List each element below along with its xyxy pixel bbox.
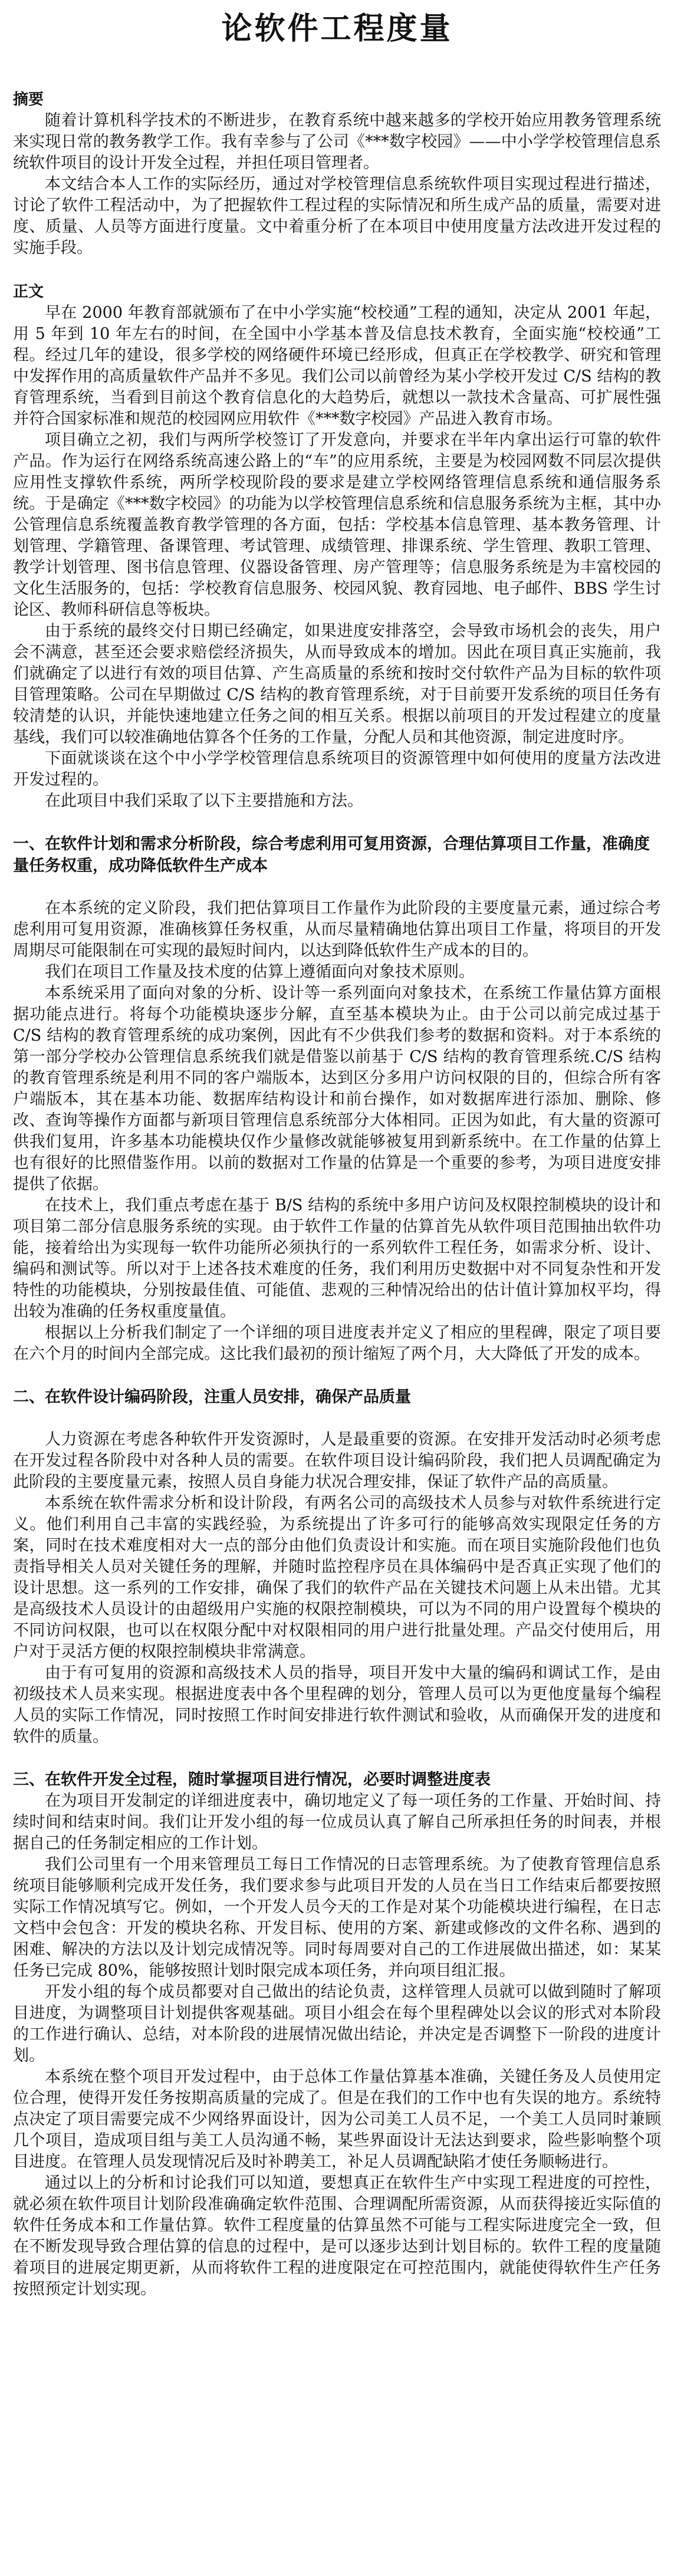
body-paragraph: 下面就谈谈在这个中小学学校管理信息系统项目的资源管理中如何使用的度量方法改进开发过程的。 [13,749,661,789]
section-paragraph: 通过以上的分析和讨论我们可以知道，要想真正在软件生产中实现工程进度的可控性，就必须在软件项目计划阶段准确确定软件范围、合理调配所需资源，从而获得接近实际值的软件任务成本和工作量估算。软件工程度量的估算虽然不可能与工程实际进度完全一致，但在不断发现导致合理估算的信息的过程中，是可以逐步达到计划目标的。软件工程的度量随着项目的进展定期更新，从而将软件工程的进度限定在可控范围内，就能使得软件生产任务按照预定计划实现。 [13,2174,661,2298]
section-paragraph: 人力资源在考虑各种软件开发资源时，人是最重要的资源。在安排开发活动时必须考虑在开发过程各阶段中对各种人员的需要。在软件项目设计编码阶段，我们把人员调配确定为此阶段的主要度量元素，按照人员自身能力状况合理安排，保证了软件产品的高质量。 [13,1430,661,1491]
document-title: 论软件工程度量 [221,11,453,47]
abstract-label: 摘要 [13,91,44,108]
section-one [13,833,661,1365]
section-heading: 三、在软件开发全过程，随时掌握项目进行情况，必要时调整进度表 [13,1771,491,1789]
section-paragraph: 本系统在整个项目开发过程中，由于总体工作量估算基本准确，关键任务及人员使用定位合理，使得开发任务按期高质量的完成了。但是在我们的工作中也有失误的地方。系统特点决定了项目需要完成不少网络界面设计，因为公司美工人员不足，一个美工人员同时兼顾几个项目，造成项目组与美工人员沟通不畅，某些界面设计无法达到要求，险些影响整个项目进度。在管理人员发现情况后及时补聘美工，补足人员调配缺陷才使任务顺畅进行。 [13,2068,661,2171]
section-paragraph: 根据以上分析我们制定了一个详细的项目进度表并定义了相应的里程碑，限定了项目要在六个月的时间内全部完成。这比我们最初的预计缩短了两个月，大大降低了开发的成本。 [13,1324,661,1363]
section-paragraph: 本系统在软件需求分析和设计阶段，有两名公司的高级技术人员参与对软件系统进行定义。他们利用自己丰富的实践经验，为系统提出了许多可行的能够高效实现限定任务的方案，同时在技术难度相对大一点的部分由他们负责设计和实施。而在项目实施阶段他们也负责指导相关人员对关键任务的理解，并随时监控程序员在具体编码中是否真正实现了他们的设计思想。这一系列的工作安排，确保了我们的软件产品在关键技术问题上从未出错。尤其是高级技术人员设计的由超级用户实施的权限控制模块，可以为不同的用户设置每个模块的不同访问权限，也可以在权限分配中对权限相同的用户进行批量处理。产品交付使用后，用户对于灵活方便的权限控制模块非常满意。 [13,1494,661,1661]
body-paragraph: 由于系统的最终交付日期已经确定，如果进度安排落空，会导致市场机会的丧失，用户会不满意，甚至还会要求赔偿经济损失，从而导致成本的增加。因此在项目真正实施前，我们就确定了以进行有效的项目估算、产生高质量的系统和按时交付软件产品为目标的软件项目管理策略。公司在早期做过 C/S 结构的教育管理系统，对于目前要开发系统的项目任务有较清楚的认识，并能快速地建立任务之间的相互关系。根据以前项目的开发过程建立的度量基线，我们可以较准确地估算各个任务的工作量，分配人员和其他资源，制定进度时序。 [13,622,661,746]
section-paragraph: 由于有可复用的资源和高级技术人员的指导，项目开发中大量的编码和调试工作，是由初级技术人员来实现。根据进度表中各个里程碑的划分，管理人员可以为更他度量每个编程人员的实际工作情况，同时按照工作时间安排进行软件测试和验收，从而确保开发的进度和软件的质量。 [13,1664,661,1746]
section-paragraph: 在技术上，我们重点考虑在基于 B/S 结构的系统中多用户访问及权限控制模块的设计和项目第二部分信息服务系统的实现。由于软件工作量的估算首先从软件项目范围抽出软件功能，接着给出为实现每一软件功能所必须执行的一系列软件工程任务，如需求分析、设计、编码和测试等。所以对于上述各技术难度的任务，我们利用历史数据中对不同复杂性和开发特性的功能模块，分别按最佳值、可能值、悲观的三种情况给出的估计值计算加权平均，得出较为准确的任务权重度量值。 [13,1196,661,1321]
section-paragraph: 开发小组的每个成员都要对自己做出的结论负责，这样管理人员就可以做到随时了解项目进度，为调整项目计划提供客观基础。项目小组会在每个里程碑处以会议的形式对本阶段的工作进行确认、总结，对本阶段的进展情况做出结论，并决定是否调整下一阶段的进度计划。 [13,1983,661,2065]
section-paragraph: 在为项目开发制定的详细进度表中，确切地定义了每一项任务的工作量、开始时间、持续时间和结束时间。我们让开发小组的每一位成员认真了解自己所承担任务的时间表，并根据自己的任务制定相应的工作计划。 [13,1792,661,1853]
section-paragraph: 本系统采用了面向对象的分析、设计等一系列面向对象技术，在系统工作量估算方面根据功能点进行。将每个功能模块逐步分解，直至基本模块为止。由于公司以前完成过基于 C/S 结构的教育管理系统的成功案例，因此有不少供我们参考的数据和资料。对于本系统的第一部分学校办公管理信息系统我们就是借鉴以前基于 C/S 结构的教育管理系统.C/S 结构的教育管理系统是利用不同的客户端版本，达到区分多用户访问权限的目的，但综合所有客户端版本，其在基本功能、数据库结构设计和前台操作，如对数据库进行添加、删除、修改、查询等操作方面都与新项目管理信息系统部分大体相同。正因为如此，有大量的资源可供我们复用，许多基本功能模块仅作少量修改就能够被复用到新系统中。在工作量的估算上也有很好的比照借鉴作用。以前的数据对工作量的估算是一个重要的参考，为项目进度安排提供了依据。 [13,984,661,1193]
body-paragraph: 早在 2000 年教育部就颁布了在中小学实施“校校通”工程的通知，决定从 2001 年起，用 5 年到 10 年左右的时间，在全国中小学基本普及信息技术教育，全面实施“校校通”工程。经过几年的建设，很多学校的网络硬件环境已经形成，但真正在学校教学、研究和管理中发挥作用的高质量软件产品并不多见。我们公司以前曾经为某小学校开发过 C/S 结构的教育管理系统，当看到目前这个教育信息化的大趋势后，就想以一款技术含量高、可扩展性强并符合国家标准和规范的校园网应用软件《***数字校园》产品进入教育市场。 [13,304,661,428]
abstract-section [13,89,661,259]
section-three [13,1769,661,2300]
body-paragraph: 在此项目中我们采取了以下主要措施和方法。 [45,792,363,810]
section-heading: 一、在软件计划和需求分析阶段，综合考虑利用可复用资源，合理估算项目工作量，准确度量任务权重，成功降低软件生产成本 [13,835,650,875]
body-label: 正文 [13,283,44,301]
section-paragraph: 在本系统的定义阶段，我们把估算项目工作量作为此阶段的主要度量元素，通过综合考虑利用可复用资源，准确核算任务权重，从而尽量精确地估算出项目工作量，将项目的开发周期尽可能限制在可实现的最短时间内，以达到降低软件生产成本的目的。 [13,899,661,960]
body-section [13,281,661,2300]
body-paragraph: 项目确立之初，我们与两所学校签订了开发意向，并要求在半年内拿出运行可靠的软件产品。作为运行在网络系统高速公路上的“车”的应用系统，主要是为校园网数不同层次提供应用性支撑软件系统，两所学校现阶段的要求是建立学校网络管理信息系统和通信服务系统。于是确定《***数字校园》的功能为以学校管理信息系统和信息服务系统为主框，其中办公管理信息系统覆盖教育教学管理的各方面，包括：学校基本信息管理、基本教务管理、计划管理、学籍管理、备课管理、考试管理、成绩管理、排课系统、学生管理、教职工管理、教学计划管理、图书信息管理、仪器设备管理、房产管理等；信息服务系统是为丰富校园的文化生活服务的，包括：学校教育信息服务、校园风貌、教育园地、电子邮件、BBS 学生讨论区、教师科研信息等板块。 [13,431,661,619]
section-two [13,1386,661,1748]
section-paragraph: 我们公司里有一个用来管理员工每日工作情况的日志管理系统。为了使教育管理信息系统项目能够顺利完成开发任务，我们要求参与此项目开发的人员在当日工作结束后都要按照实际工作情况填写它。例如，一个开发人员今天的工作是对某个功能模块进行编程，在日志文档中会包含：开发的模块名称、开发目标、使用的方案、新建或修改的文件名称、遇到的困难、解决的方法以及计划完成情况等。同时每周要对自己的工作进展做出描述，如：某某任务已完成 80%，能够按照计划时限完成本项任务，并向项目组汇报。 [13,1855,661,1980]
section-heading: 二、在软件设计编码阶段，注重人员安排，确保产品质量 [13,1388,411,1406]
abstract-paragraph: 随着计算机科学技术的不断进步，在教育系统中越来越多的学校开始应用教务管理系统来实现日常的教务教学工作。我有幸参与了公司《***数字校园》——中小学学校管理信息系统软件项目的设计开发全过程，并担任项目管理者。 [13,111,661,172]
abstract-paragraph: 本文结合本人工作的实际经历，通过对学校管理信息系统软件项目实现过程进行描述，讨论了软件工程活动中，为了把握软件工程过程的实际情况和所生成产品的质量，需要对进度、质量、人员等方面进行度量。文中着重分析了在本项目中使用度量方法改进开发过程的实施手段。 [13,175,661,257]
section-paragraph: 我们在项目工作量及技术度的估算上遵循面向对象技术原则。 [45,963,475,981]
